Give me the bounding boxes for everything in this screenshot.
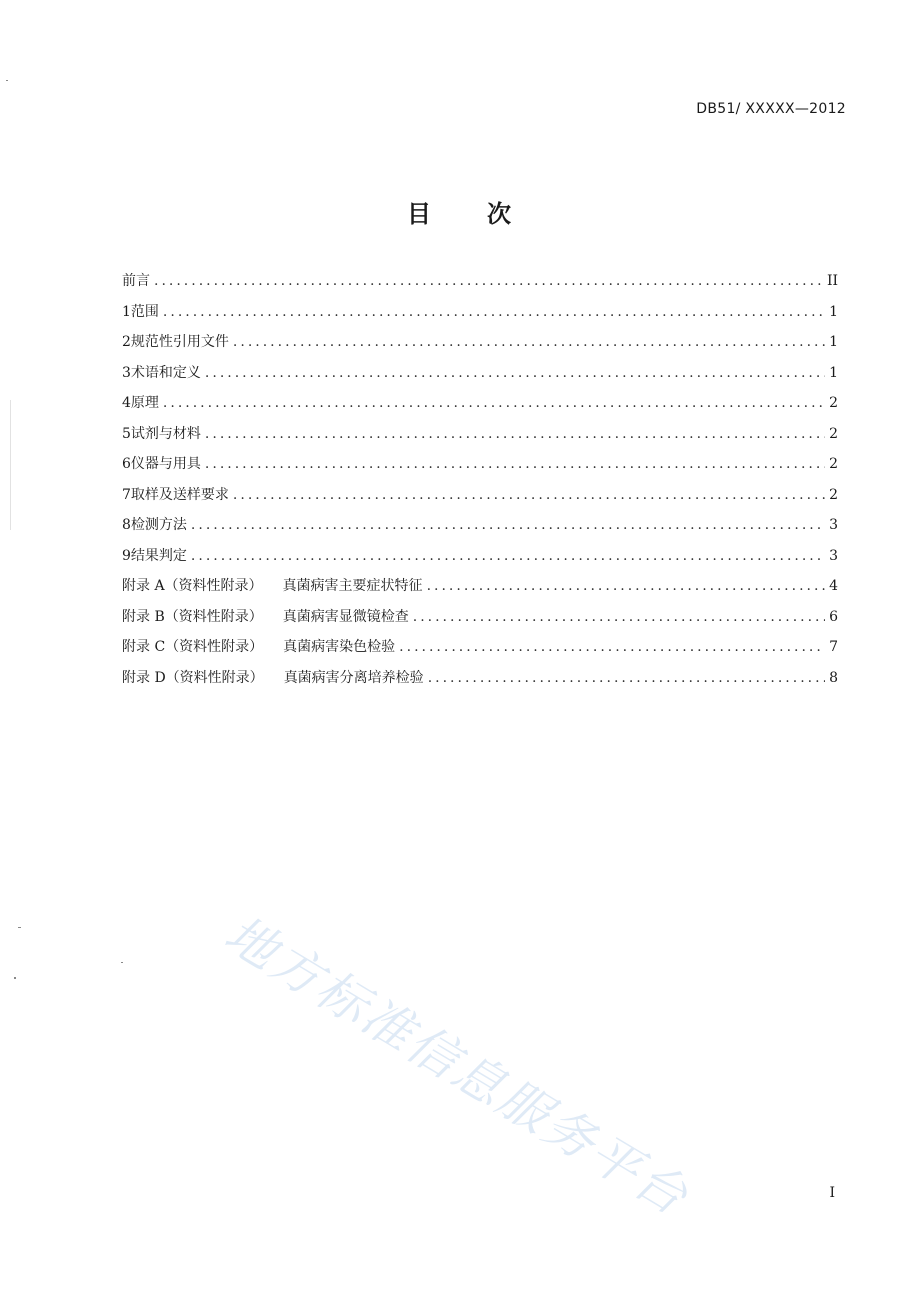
appendix-prefix: 附录 B（资料性附录） (122, 608, 263, 625)
toc-entry-page: 3 (829, 547, 838, 564)
toc-entry-label (122, 636, 395, 656)
toc-entry-label: 检测方法 (130, 517, 187, 533)
toc-leader-dots (205, 456, 825, 472)
toc-entry-label: 仪器与用具 (130, 456, 201, 472)
toc-leader-dots (399, 639, 825, 655)
toc-entry-label: 结果判定 (130, 547, 187, 564)
toc-entry-number: 1 (122, 303, 131, 320)
table-of-contents (122, 270, 838, 697)
toc-entry-scope[interactable] (122, 301, 838, 332)
toc-entry-page: 3 (829, 517, 838, 533)
scan-speck (121, 962, 123, 963)
toc-entry-label: 原理 (130, 395, 159, 411)
appendix-title: 真菌病害主要症状特征 (282, 578, 423, 594)
toc-entry-principle[interactable] (122, 392, 838, 423)
appendix-title: 真菌病害分离培养检验 (283, 669, 424, 686)
toc-entry-instruments-tools[interactable] (122, 453, 838, 484)
toc-entry-page: 1 (829, 364, 838, 381)
document-code: DB51/ XXXXX—2012 (696, 101, 846, 117)
toc-entry-number: 4 (122, 395, 131, 411)
page-number: I (829, 1185, 835, 1201)
toc-entry-number: 3 (122, 364, 131, 381)
toc-title (0, 194, 920, 229)
toc-entry-page: 8 (829, 669, 838, 686)
toc-entry-label (122, 606, 409, 626)
appendix-prefix: 附录 C（资料性附录） (122, 639, 264, 655)
toc-entry-page: 2 (829, 456, 838, 472)
toc-entry-page: 1 (829, 303, 838, 320)
appendix-prefix: 附录 D（资料性附录） (122, 669, 264, 686)
toc-entry-number: 7 (122, 486, 131, 503)
toc-entry-label: 前言 (122, 273, 150, 289)
toc-entry-page: 7 (829, 639, 838, 655)
toc-entry-label (122, 575, 423, 595)
toc-entry-appendix-c[interactable] (122, 636, 838, 667)
appendix-title: 真菌病害染色检验 (283, 639, 396, 655)
scan-speck (14, 977, 16, 979)
toc-leader-dots (428, 670, 825, 686)
toc-leader-dots (233, 334, 825, 350)
toc-leader-dots (427, 578, 826, 594)
toc-entry-number: 2 (122, 334, 131, 350)
appendix-prefix: 附录 A（资料性附录） (122, 578, 263, 594)
toc-leader-dots (233, 487, 825, 503)
toc-entry-page: 1 (829, 334, 838, 350)
toc-entry-label: 规范性引用文件 (130, 334, 229, 350)
toc-entry-page: 2 (829, 395, 838, 411)
toc-entry-result-judgment[interactable] (122, 545, 838, 576)
toc-entry-number: 6 (122, 456, 131, 472)
toc-entry-sampling[interactable] (122, 484, 838, 515)
toc-title-left: 目 (407, 200, 433, 228)
toc-entry-page: 4 (829, 578, 838, 594)
appendix-title: 真菌病害显微镜检查 (282, 608, 409, 625)
toc-entry-number: 8 (122, 517, 131, 533)
toc-entry-terms-definitions[interactable] (122, 362, 838, 393)
toc-entry-page: 2 (829, 486, 838, 503)
toc-entry-number: 5 (122, 425, 131, 442)
toc-entry-number: 9 (122, 547, 131, 564)
toc-entry-page: 2 (829, 425, 838, 442)
toc-entry-label: 术语和定义 (130, 364, 201, 381)
toc-entry-page: 6 (829, 608, 838, 625)
toc-entry-label: 范围 (130, 303, 159, 320)
toc-leader-dots (163, 304, 825, 320)
scan-speck (6, 80, 8, 81)
toc-entry-foreword[interactable] (122, 270, 838, 301)
toc-leader-dots (191, 517, 825, 533)
toc-leader-dots (205, 426, 825, 442)
toc-entry-label: 取样及送样要求 (130, 486, 229, 503)
scan-speck (10, 400, 11, 530)
toc-title-right: 次 (487, 200, 513, 228)
toc-entry-page: II (826, 273, 838, 289)
toc-entry-detection-methods[interactable] (122, 514, 838, 545)
toc-leader-dots (413, 609, 825, 625)
toc-entry-label (122, 667, 424, 687)
toc-leader-dots (163, 395, 825, 411)
toc-leader-dots (154, 273, 823, 289)
toc-entry-appendix-b[interactable] (122, 606, 838, 637)
toc-leader-dots (205, 365, 825, 381)
watermark: 地方标准信息服务平台 (215, 904, 700, 1228)
toc-entry-appendix-a[interactable] (122, 575, 838, 606)
toc-entry-appendix-d[interactable] (122, 667, 838, 698)
toc-entry-label: 试剂与材料 (130, 425, 201, 442)
scan-speck (18, 927, 21, 928)
toc-entry-reagents-materials[interactable] (122, 423, 838, 454)
toc-leader-dots (191, 548, 825, 564)
toc-entry-normative-references[interactable] (122, 331, 838, 362)
